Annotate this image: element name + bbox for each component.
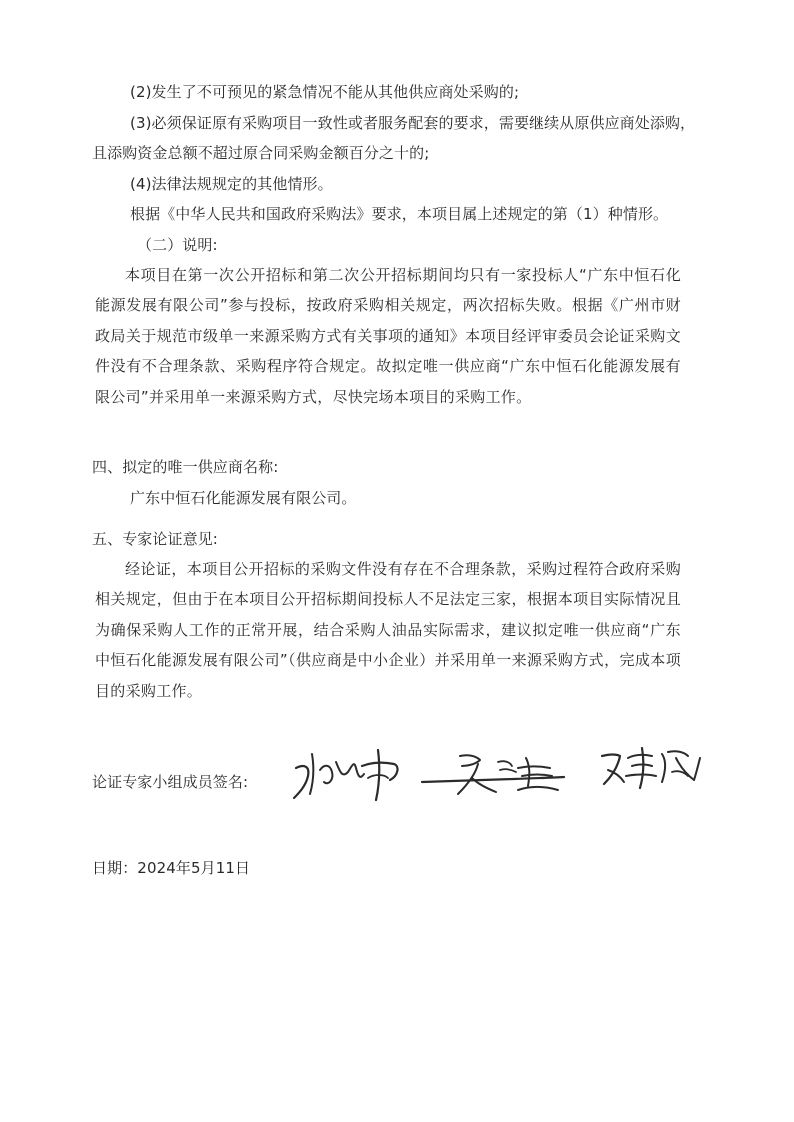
section-5-heading: 五、专家论证意见:	[92, 530, 218, 548]
signature-3	[596, 742, 706, 792]
signature-2	[418, 748, 568, 800]
list-item-3-line-2: 且添购资金总额不超过原合同采购金额百分之十的;	[92, 144, 430, 162]
signature-label: 论证专家小组成员签名:	[92, 773, 249, 791]
list-item-3-line-1: (3)必须保证原有采购项目一致性或者服务配套的要求，需要继续从原供应商处添购，	[130, 114, 696, 132]
explanation-heading: （二）说明:	[137, 236, 218, 254]
date-line: 日期：2024年5月11日	[92, 859, 251, 877]
explanation-paragraph: 本项目在第一次公开招标和第二次公开招标期间均只有一家投标人“广东中恒石化能源发展有限公司”参与投标，按政府采购相关规定，两次招标失败。根据《广州市财政局关于规范市级单一来源采购方式有关事项的通知》本项目经评审委员会论证采购文件没有不合理条款、采购程序符合规定。故拟定唯一供应商“广东中恒石化能源发展有限公司”并采用单一来源采购方式，尽快完场本项目的采购工作。	[95, 266, 681, 406]
basis-statement: 根据《中华人民共和国政府采购法》要求，本项目属上述规定的第（1）种情形。	[130, 205, 669, 223]
section-4-heading: 四、拟定的唯一供应商名称:	[92, 458, 279, 476]
list-item-2: (2)发生了不可预见的紧急情况不能从其他供应商处采购的;	[130, 83, 520, 101]
signature-1	[290, 742, 420, 802]
expert-opinion-paragraph: 经论证，本项目公开招标的采购文件没有存在不合理条款，采购过程符合政府采购相关规定，但由于在本项目公开招标期间投标人不足法定三家，根据本项目实际情况且为确保采购人工作的正常开展，结合采购人油品实际需求，建议拟定唯一供应商“广东中恒石化能源发展有限公司”（供应商是中小企业）并采用单一来源采购方式，完成本项目的采购工作。	[95, 560, 681, 700]
supplier-name: 广东中恒石化能源发展有限公司。	[130, 489, 357, 507]
list-item-4: (4)法律法规规定的其他情形。	[130, 175, 333, 193]
